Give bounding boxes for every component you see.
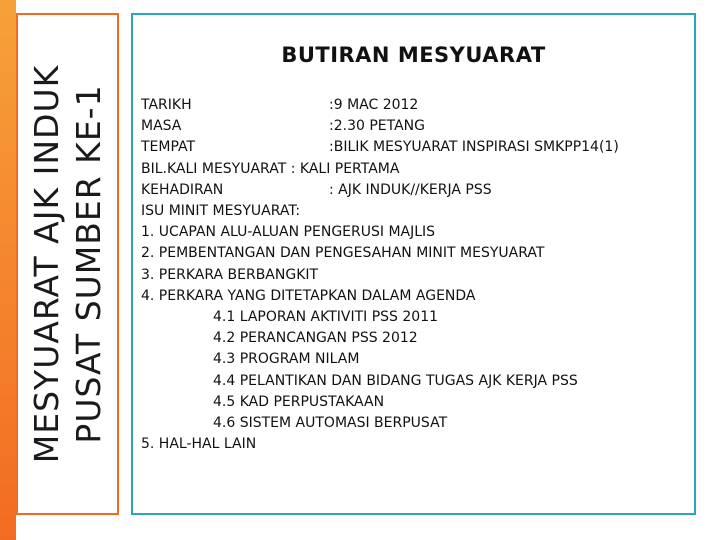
detail-value: :9 MAC 2012 — [329, 97, 419, 113]
page-heading: BUTIRAN MESYUARAT — [281, 43, 546, 67]
detail-label: MASA — [141, 118, 182, 135]
detail-value: :BILIK MESYUARAT INSPIRASI SMKPP14(1) — [329, 139, 619, 156]
agenda-subitem: 4.4 PELANTIKAN DAN BIDANG TUGAS AJK KERJA PSS — [213, 372, 578, 389]
agenda-subitem: 4.2 PERANCANGAN PSS 2012 — [213, 330, 418, 347]
detail-value: :2.30 PETANG — [329, 118, 425, 135]
agenda-item: 2. PEMBENTANGAN DAN PENGESAHAN MINIT MESYUARAT — [141, 245, 545, 262]
orange-accent-bar — [0, 0, 16, 540]
side-title-line-2: PUSAT SUMBER KE-1 — [68, 84, 108, 444]
agenda-subitem: 4.1 LAPORAN AKTIVITI PSS 2011 — [213, 309, 439, 326]
detail-row-bil-kali: BIL.KALI MESYUARAT : KALI PERTAMA — [141, 160, 400, 177]
detail-row-masa — [141, 116, 693, 137]
detail-label: KEHADIRAN — [141, 181, 224, 198]
agenda-subitem: 4.3 PROGRAM NILAM — [213, 351, 360, 368]
side-title-panel — [16, 13, 119, 515]
agenda-item: 5. HAL-HAL LAIN — [141, 436, 257, 453]
detail-row-kehadiran — [141, 180, 693, 201]
detail-row-tempat — [141, 137, 693, 158]
detail-label: TEMPAT — [141, 139, 196, 156]
side-title-line-1: MESYUARAT AJK INDUK — [26, 64, 66, 464]
side-title — [26, 29, 110, 499]
detail-value: : AJK INDUK//KERJA PSS — [329, 181, 492, 198]
detail-row-tarikh — [141, 95, 693, 116]
agenda-subitem: 4.6 SISTEM AUTOMASI BERPUSAT — [213, 415, 448, 432]
detail-label: TARIKH — [141, 97, 192, 113]
isu-heading: ISU MINIT MESYUARAT: — [141, 203, 301, 220]
agenda-item: 3. PERKARA BERBANGKIT — [141, 266, 319, 283]
content-panel — [131, 13, 696, 515]
agenda-subitem: 4.5 KAD PERPUSTAKAAN — [213, 393, 385, 410]
agenda-item: 1. UCAPAN ALU-ALUAN PENGERUSI MAJLIS — [141, 224, 436, 241]
meeting-details — [141, 95, 693, 455]
agenda-item: 4. PERKARA YANG DITETAPKAN DALAM AGENDA — [141, 287, 476, 304]
